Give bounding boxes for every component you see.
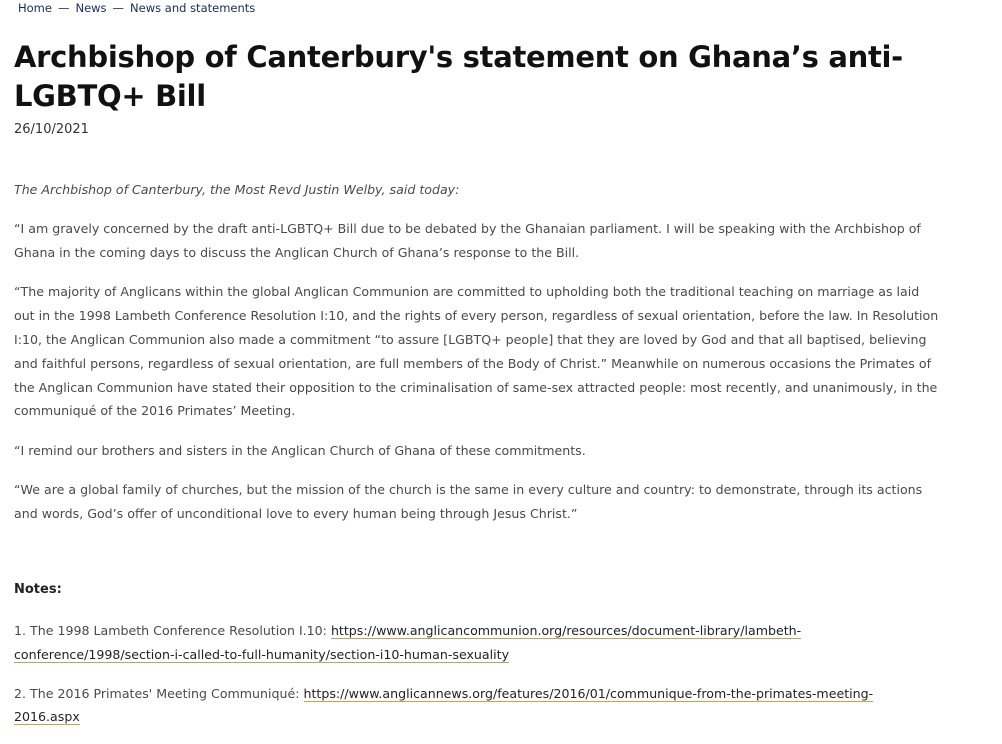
article-paragraph-2: “The majority of Anglicans within the global Anglican Communion are committed to upholding both the traditional teaching on marriage as laid out in the 1998 Lambeth Conference Resolution I:10, and the rights of every person, regardless of sexual orientation, before the law. In Resolution I:10, the Anglican Communion also made a commitment “to assure [LGBTQ+ people] that they are loved by God and that all baptised, believing and faithful persons, regardless of sexual orientation, are full members of the Body of Christ.” Meanwhile on numerous occasions the Primates of the Anglican Communion have stated their opposition to the criminalisation of same-sex attracted people: most recently, and unanimously, in the communiqué of the 2016 Primates’ Meeting. — [14, 284, 939, 419]
article-paragraph-1: “I am gravely concerned by the draft anti-LGBTQ+ Bill due to be debated by the Ghanaian parliament. I will be speaking with the Archbishop of Ghana in the coming days to discuss the Anglican Church of Ghana’s response to the Bill. — [14, 221, 921, 261]
breadcrumb-separator: — — [57, 1, 70, 15]
breadcrumb-news-link[interactable]: News — [75, 1, 107, 15]
note-item — [14, 682, 914, 730]
breadcrumb — [18, 0, 255, 16]
article-intro: The Archbishop of Canterbury, the Most Revd Justin Welby, said today: — [14, 182, 460, 197]
breadcrumb-news-and-statements-link[interactable]: News and statements — [130, 1, 256, 15]
article-body — [14, 178, 939, 541]
page-title: Archbishop of Canterbury's statement on Ghana’s anti-LGBTQ+ Bill — [14, 40, 903, 113]
lambeth-resolution-link[interactable]: https://www.anglicancommunion.org/resources/document-library/lambeth-conference/1998/section-i-called-to-full-humanity/section-i10-human-sexuality — [14, 623, 802, 662]
breadcrumb-home-link[interactable]: Home — [18, 1, 52, 15]
note-label: 1. The 1998 Lambeth Conference Resolution I.10: — [14, 623, 331, 638]
note-label: 2. The 2016 Primates' Meeting Communiqué: — [14, 685, 304, 701]
note-item — [14, 619, 914, 667]
breadcrumb-separator: — — [112, 1, 125, 15]
article-date: 26/10/2021 — [14, 122, 89, 137]
primates-communique-link[interactable]: https://www.anglicannews.org/features/2016/01/communique-from-the-primates-meeting-2016.aspx — [14, 685, 874, 725]
article-paragraph-4: “We are a global family of churches, but the mission of the church is the same in every culture and country: to demonstrate, through its actions and words, God’s offer of unconditional love to every human being through Jesus Christ.” — [14, 481, 923, 521]
notes-heading: Notes: — [14, 582, 62, 597]
article-paragraph-3: “I remind our brothers and sisters in the Anglican Church of Ghana of these commitments. — [14, 442, 586, 458]
notes-list — [14, 619, 914, 744]
